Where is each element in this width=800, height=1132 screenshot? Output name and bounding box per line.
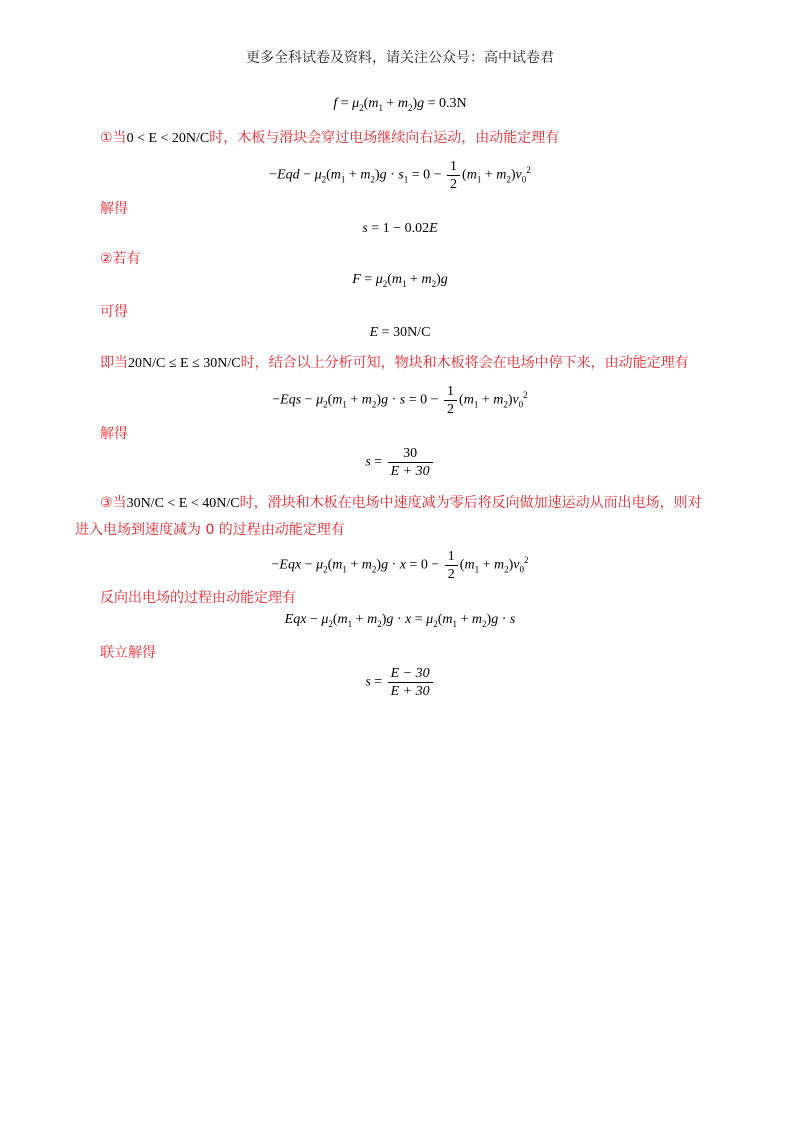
fraction-numerator-1: 30: [388, 445, 433, 463]
case-1-text: 时，木板与滑块会穿过电场继续向右运动，由动能定理有: [209, 130, 560, 146]
case-1-paragraph: [100, 127, 559, 147]
e-value: 30N/C: [393, 325, 431, 340]
fraction-denominator-2: E + 30: [390, 684, 430, 699]
case-2-prefix: 即当: [100, 355, 128, 371]
equation-energy-4: Eqx − $\mu_2(m_1 + m_2)g \cdot x = \mu_2(m_1 + m_2)g \cdot s$: [284, 612, 516, 629]
case-2-condition: 20N/C ≤ E ≤ 30N/C: [128, 356, 241, 371]
friction-value: 0.3N: [439, 96, 467, 111]
fraction-numerator-2: E − 30: [388, 665, 433, 683]
equation-energy-2: $-Eqs - \mu_2(m_1 + m_2)g \cdot s = 0$ − $\frac{1}{2}$ $(m_1 + m_2)v_0^2$: [272, 384, 528, 417]
case-2-text: 时，结合以上分析可知，物块和木板将会在电场中停下来，由动能定理有: [240, 355, 689, 371]
equation-s-fraction-1: s = $\frac{30}{E + 30}$: [0, 445, 800, 480]
case-2-paragraph: ②若有: [100, 251, 141, 267]
equation-energy-1: $-Eqd - \mu_2(m_1 + m_2)g \cdot s_1 = 0$ − $\frac{1}{2}$ $(m_1 + m_2)v_0^2$: [269, 159, 531, 192]
combine-label: 联立解得: [100, 645, 156, 661]
case-3-condition: 30N/C < E < 40N/C: [126, 496, 240, 511]
s-linear-value: 1 − 0.02: [382, 221, 430, 236]
case-3-prefix: ③当: [100, 495, 127, 511]
equation-friction: $f = \mu_2(m_1 + m_2)g = 0.3N$: [333, 96, 467, 113]
solve-label-1: 解得: [100, 201, 128, 217]
equation-energy-3: $-Eqx - \mu_2(m_1 + m_2)g \cdot x = 0$ − $\frac{1}{2}$ $(m_1 + m_2)v_0^2$: [271, 549, 529, 582]
fraction-denominator-1: E + 30: [390, 464, 430, 479]
derive-label: 可得: [100, 304, 128, 320]
case-3-paragraph: [100, 492, 702, 512]
page-header: 更多全科试卷及资料，请关注公众号：高中试卷君: [246, 50, 554, 66]
case-1-prefix: ①当: [100, 130, 127, 146]
case-3-paragraph-line-2: 进入电场到速度减为 0 的过程由动能定理有: [75, 522, 345, 538]
case-1-condition: 0 < E < 20N/C: [126, 131, 210, 146]
equation-s-linear: s = 1 − 0.02E: [362, 221, 438, 236]
reverse-paragraph: 反向出电场的过程由动能定理有: [100, 590, 296, 606]
case-3-text: 时，滑块和木板在电场中速度减为零后将反向做加速运动从而出电场，则对: [239, 495, 702, 511]
case-2-condition-paragraph: [100, 352, 689, 372]
equation-s-fraction-2: s = $\frac{E - 30}{E + 30}$: [0, 665, 800, 700]
equation-e-value: E = 30N/C: [369, 325, 431, 340]
solve-label-2: 解得: [100, 426, 128, 442]
equation-force: $F = \mu_2(m_1 + m_2)g$: [352, 272, 448, 289]
